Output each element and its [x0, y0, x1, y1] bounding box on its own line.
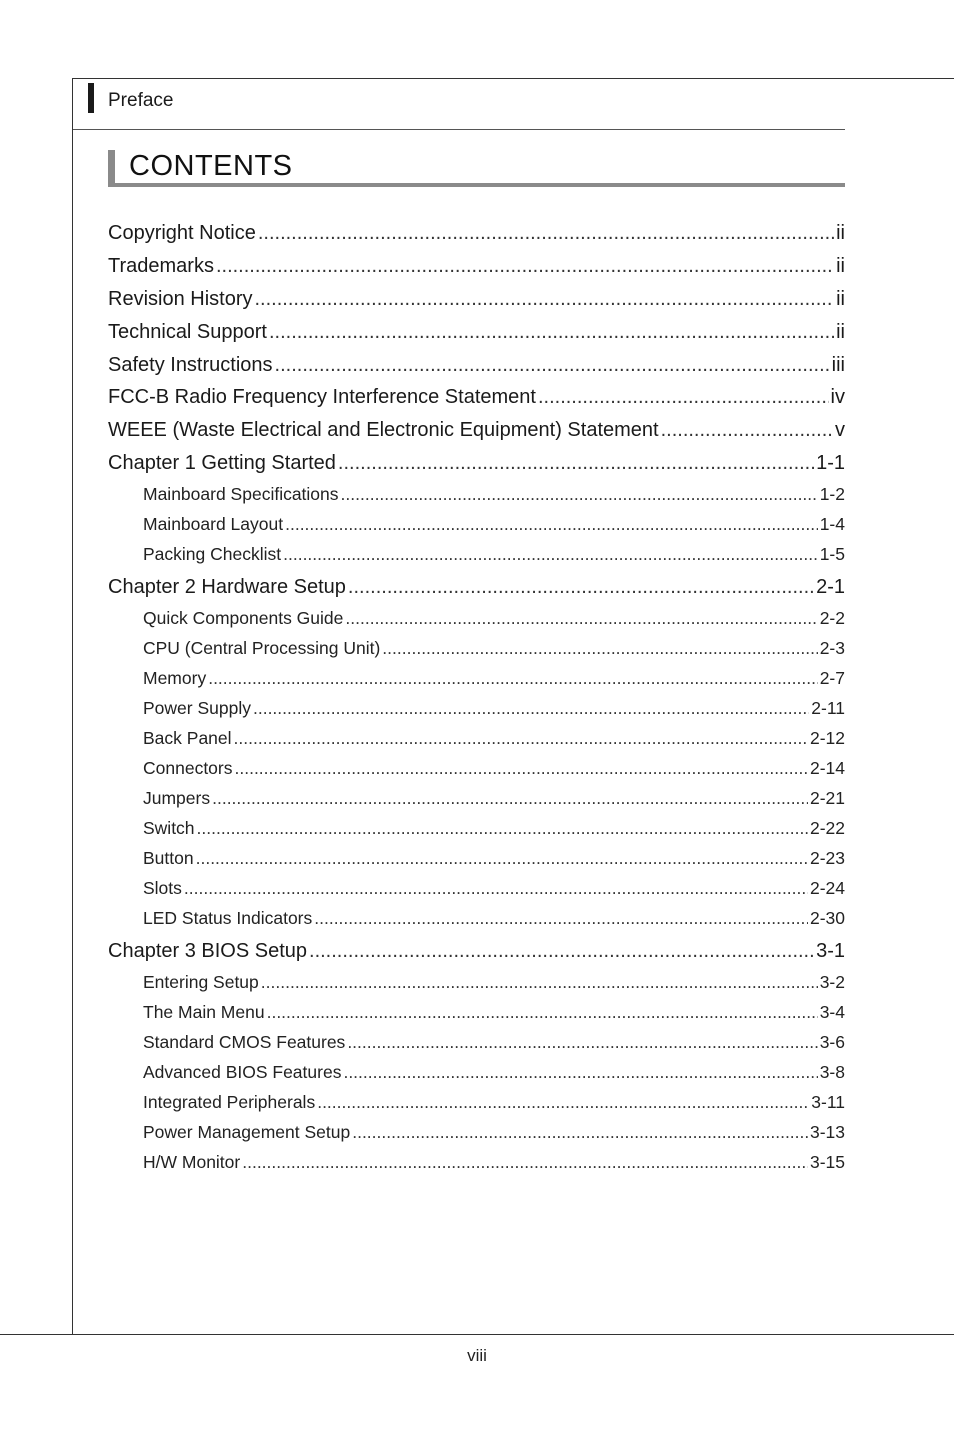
toc-entry-page: 2-11	[811, 698, 845, 718]
toc-entry-label: FCC-B Radio Frequency Interference Statement	[108, 386, 536, 408]
toc-entry-page: 3-1	[816, 940, 845, 962]
toc-entry-page: 2-1	[816, 576, 845, 598]
toc-entry-trademarks[interactable]	[108, 255, 845, 278]
toc-entry-page: 2-24	[809, 878, 845, 898]
toc-leader	[317, 1092, 809, 1113]
toc-leader	[347, 1032, 817, 1053]
toc-entry-label: Trademarks	[108, 255, 214, 277]
header-separator	[73, 129, 845, 130]
toc-entry-entering-setup[interactable]	[143, 972, 845, 993]
toc-entry-label: Integrated Peripherals	[143, 1092, 316, 1112]
toc-entry-chapter-3[interactable]	[108, 940, 845, 963]
toc-entry-slots[interactable]	[143, 878, 845, 899]
toc-leader	[184, 878, 808, 899]
toc-entry-page: ii	[836, 255, 845, 277]
toc-entry-memory[interactable]	[143, 668, 845, 689]
bottom-rule	[0, 1334, 954, 1335]
section-marker-bar	[88, 83, 94, 113]
toc-leader	[314, 908, 808, 929]
toc-entry-label: Packing Checklist	[143, 544, 282, 564]
toc-leader	[309, 940, 814, 963]
toc-entry-chapter-1[interactable]	[108, 452, 845, 475]
toc-leader	[352, 1122, 808, 1143]
toc-entry-connectors[interactable]	[143, 758, 845, 779]
toc-entry-safety-instructions[interactable]	[108, 354, 845, 377]
toc-entry-page: iii	[831, 354, 845, 376]
toc-entry-copyright-notice[interactable]	[108, 222, 845, 245]
toc-entry-page: 2-21	[809, 788, 845, 808]
toc-entry-page: 3-8	[819, 1062, 845, 1082]
toc-leader	[267, 1002, 818, 1023]
toc-leader	[258, 222, 834, 245]
toc-entry-page: 3-11	[811, 1092, 845, 1112]
toc-entry-page: 2-23	[809, 848, 845, 868]
toc-leader	[285, 514, 818, 535]
toc-entry-label: Advanced BIOS Features	[143, 1062, 342, 1082]
toc-entry-label: Power Supply	[143, 698, 251, 718]
toc-entry-page: iv	[830, 386, 845, 408]
toc-entry-page: ii	[836, 288, 845, 310]
contents-marker-bar	[108, 150, 115, 186]
toc-entry-page: 2-22	[809, 818, 845, 838]
toc-entry-quick-components-guide[interactable]	[143, 608, 845, 629]
toc-leader	[275, 354, 830, 377]
toc-entry-label: Back Panel	[143, 728, 232, 748]
toc-leader	[661, 419, 833, 442]
toc-leader	[348, 576, 814, 599]
toc-entry-label: Mainboard Layout	[143, 514, 284, 534]
toc-leader	[343, 1062, 817, 1083]
toc-entry-cpu[interactable]	[143, 638, 845, 659]
toc-entry-led-status-indicators[interactable]	[143, 908, 845, 929]
toc-entry-label: Button	[143, 848, 194, 868]
toc-leader	[538, 386, 829, 409]
toc-entry-page: 2-12	[809, 728, 845, 748]
toc-entry-page: 1-1	[816, 452, 845, 474]
toc-leader	[212, 788, 808, 809]
toc-entry-label: Power Management Setup	[143, 1122, 351, 1142]
toc-entry-label: Chapter 2 Hardware Setup	[108, 576, 346, 598]
toc-entry-page: 1-5	[819, 544, 845, 564]
toc-entry-label: Revision History	[108, 288, 253, 310]
toc-entry-label: Slots	[143, 878, 182, 898]
toc-entry-page: v	[835, 419, 845, 441]
toc-entry-page: 3-15	[809, 1152, 845, 1172]
toc-entry-back-panel[interactable]	[143, 728, 845, 749]
toc-leader	[261, 972, 818, 993]
toc-entry-label: Memory	[143, 668, 207, 688]
toc-entry-page: ii	[836, 222, 845, 244]
toc-entry-page: 2-7	[819, 668, 845, 688]
toc-entry-fcc-statement[interactable]	[108, 386, 845, 409]
toc-leader	[196, 848, 808, 869]
toc-entry-mainboard-layout[interactable]	[143, 514, 845, 535]
toc-entry-hw-monitor[interactable]	[143, 1152, 845, 1173]
toc-entry-page: 2-2	[819, 608, 845, 628]
toc-entry-page: 2-30	[809, 908, 845, 928]
toc-entry-power-supply[interactable]	[143, 698, 845, 719]
toc-leader	[269, 321, 834, 344]
toc-entry-page: 3-6	[819, 1032, 845, 1052]
running-header: Preface	[108, 90, 174, 111]
toc-entry-label: WEEE (Waste Electrical and Electronic Equipment) Statement	[108, 419, 659, 441]
toc-entry-main-menu[interactable]	[143, 1002, 845, 1023]
toc-entry-label: Chapter 1 Getting Started	[108, 452, 336, 474]
toc-entry-label: Copyright Notice	[108, 222, 256, 244]
toc-leader	[197, 818, 808, 839]
page-number: viii	[467, 1346, 487, 1365]
toc-entry-power-management[interactable]	[143, 1122, 845, 1143]
toc-entry-page: 2-3	[819, 638, 845, 658]
toc-leader	[234, 728, 808, 749]
toc-leader	[253, 698, 809, 719]
toc-leader	[216, 255, 834, 278]
toc-entry-packing-checklist[interactable]	[143, 544, 845, 565]
toc-entry-label: Chapter 3 BIOS Setup	[108, 940, 308, 962]
toc-leader	[382, 638, 817, 659]
toc-leader	[341, 484, 818, 505]
toc-entry-page: 3-13	[809, 1122, 845, 1142]
toc-entry-label: Safety Instructions	[108, 354, 273, 376]
toc-leader	[283, 544, 818, 565]
toc-leader	[338, 452, 814, 475]
toc-entry-label: Jumpers	[143, 788, 211, 808]
toc-entry-label: Quick Components Guide	[143, 608, 344, 628]
toc-entry-label: Standard CMOS Features	[143, 1032, 346, 1052]
toc-entry-page: 1-4	[819, 514, 845, 534]
toc-entry-label: Entering Setup	[143, 972, 259, 992]
toc-entry-label: Connectors	[143, 758, 233, 778]
toc-entry-revision-history[interactable]	[108, 288, 845, 311]
title-underline	[108, 183, 845, 187]
toc-entry-page: 2-14	[809, 758, 845, 778]
toc-entry-page: 3-4	[819, 1002, 845, 1022]
toc-entry-label: Technical Support	[108, 321, 267, 343]
toc-entry-label: H/W Monitor	[143, 1152, 241, 1172]
toc-entry-label: CPU (Central Processing Unit)	[143, 638, 381, 658]
toc-leader	[242, 1152, 808, 1173]
top-rule	[72, 78, 954, 79]
toc-leader	[235, 758, 808, 779]
toc-entry-label: Switch	[143, 818, 195, 838]
toc-entry-jumpers[interactable]	[143, 788, 845, 809]
toc-entry-mainboard-specifications[interactable]	[143, 484, 845, 505]
toc-entry-switch[interactable]	[143, 818, 845, 839]
toc-entry-page: 1-2	[819, 484, 845, 504]
toc-entry-page: 3-2	[819, 972, 845, 992]
toc-entry-advanced-bios[interactable]	[143, 1062, 845, 1083]
toc-leader	[254, 288, 834, 311]
toc-leader	[208, 668, 818, 689]
toc-entry-label: The Main Menu	[143, 1002, 265, 1022]
toc-entry-weee-statement[interactable]	[108, 419, 845, 442]
page-title: CONTENTS	[129, 150, 293, 182]
left-rule	[72, 78, 73, 1335]
toc-leader	[345, 608, 817, 629]
toc-entry-label: LED Status Indicators	[143, 908, 313, 928]
toc-entry-chapter-2[interactable]	[108, 576, 845, 599]
toc-entry-page: ii	[836, 321, 845, 343]
toc-entry-label: Mainboard Specifications	[143, 484, 339, 504]
toc-entry-standard-cmos[interactable]	[143, 1032, 845, 1053]
toc-entry-technical-support[interactable]	[108, 321, 845, 344]
toc-entry-button[interactable]	[143, 848, 845, 869]
toc-entry-integrated-peripherals[interactable]	[143, 1092, 845, 1113]
